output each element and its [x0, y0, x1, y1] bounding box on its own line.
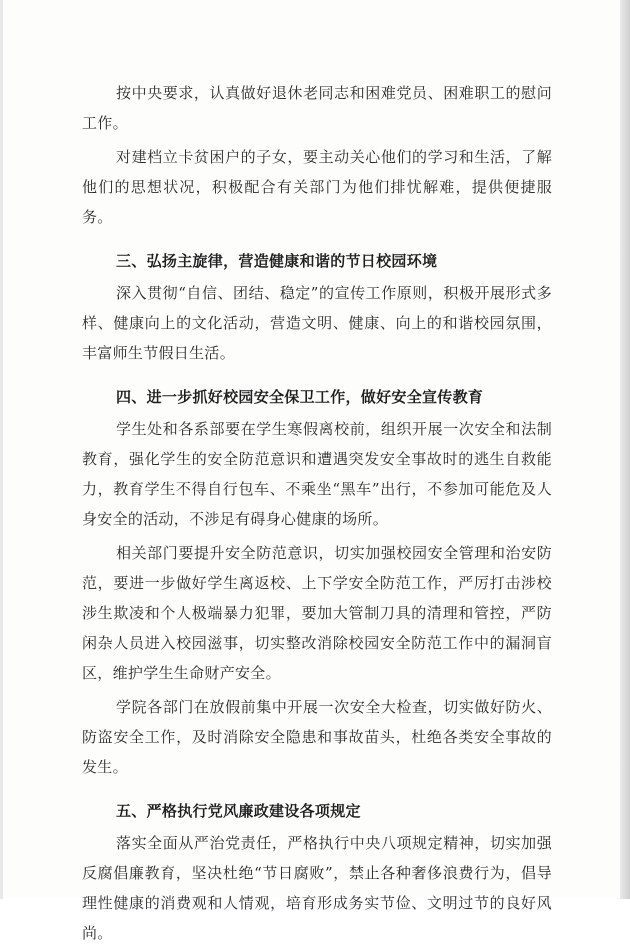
paragraph-integrity-rules: 落实全面从严治党责任，严格执行中央八项规定精神，切实加强反腐倡廉教育，坚决杜绝“节日腐败”，禁止各种奢侈浪费行为，倡导理性健康的消费观和人情观，培育形成务实节俭、文明过节的良好风尚。	[82, 834, 552, 942]
paragraph-security-management: 相关部门要提升安全防范意识，切实加强校园安全管理和治安防范，要进一步做好学生离返校、上下学安全防范工作，严厉打击涉校涉生欺凌和个人极端暴力犯罪，要加大管制刀具的清理和管控，严防闲杂人员进入校园滋事，切实整改消除校园安全防范工作中的漏洞盲区，维护学生生命财产安全。	[82, 544, 552, 682]
paragraph-safety-education: 学生处和各系部要在学生寒假离校前，组织开展一次安全和法制教育，强化学生的安全防范意识和遭遇突发安全事故时的逃生自救能力，教育学生不得自行包车、不乘坐“黑车”出行，不参加可能危及人身安全的活动，不涉足有碍身心健康的场所。	[82, 420, 552, 528]
paragraph-poverty-students: 对建档立卡贫困户的子女，要主动关心他们的学习和生活，了解他们的思想状况，积极配合有关部门为他们排忧解难，提供便捷服务。	[82, 148, 552, 226]
heading-section-3: 三、弘扬主旋律，营造健康和谐的节日校园环境	[116, 252, 438, 270]
heading-section-5: 五、严格执行党风廉政建设各项规定	[116, 802, 361, 820]
document-body	[82, 78, 552, 948]
page-right-edge-shadow	[620, 0, 630, 899]
paragraph-retiree-visits: 按中央要求，认真做好退休老同志和困难党员、困难职工的慰问工作。	[82, 84, 552, 132]
page-left-edge	[0, 0, 3, 899]
paragraph-safety-inspection: 学院各部门在放假前集中开展一次安全大检查，切实做好防火、防盗安全工作，及时消除安全隐患和事故苗头，杜绝各类安全事故的发生。	[82, 698, 552, 776]
heading-section-4: 四、进一步抓好校园安全保卫工作，做好安全宣传教育	[116, 388, 484, 406]
paragraph-campus-culture: 深入贯彻“自信、团结、稳定”的宣传工作原则，积极开展形式多样、健康向上的文化活动，营造文明、健康、向上的和谐校园氛围，丰富师生节假日生活。	[82, 284, 552, 362]
